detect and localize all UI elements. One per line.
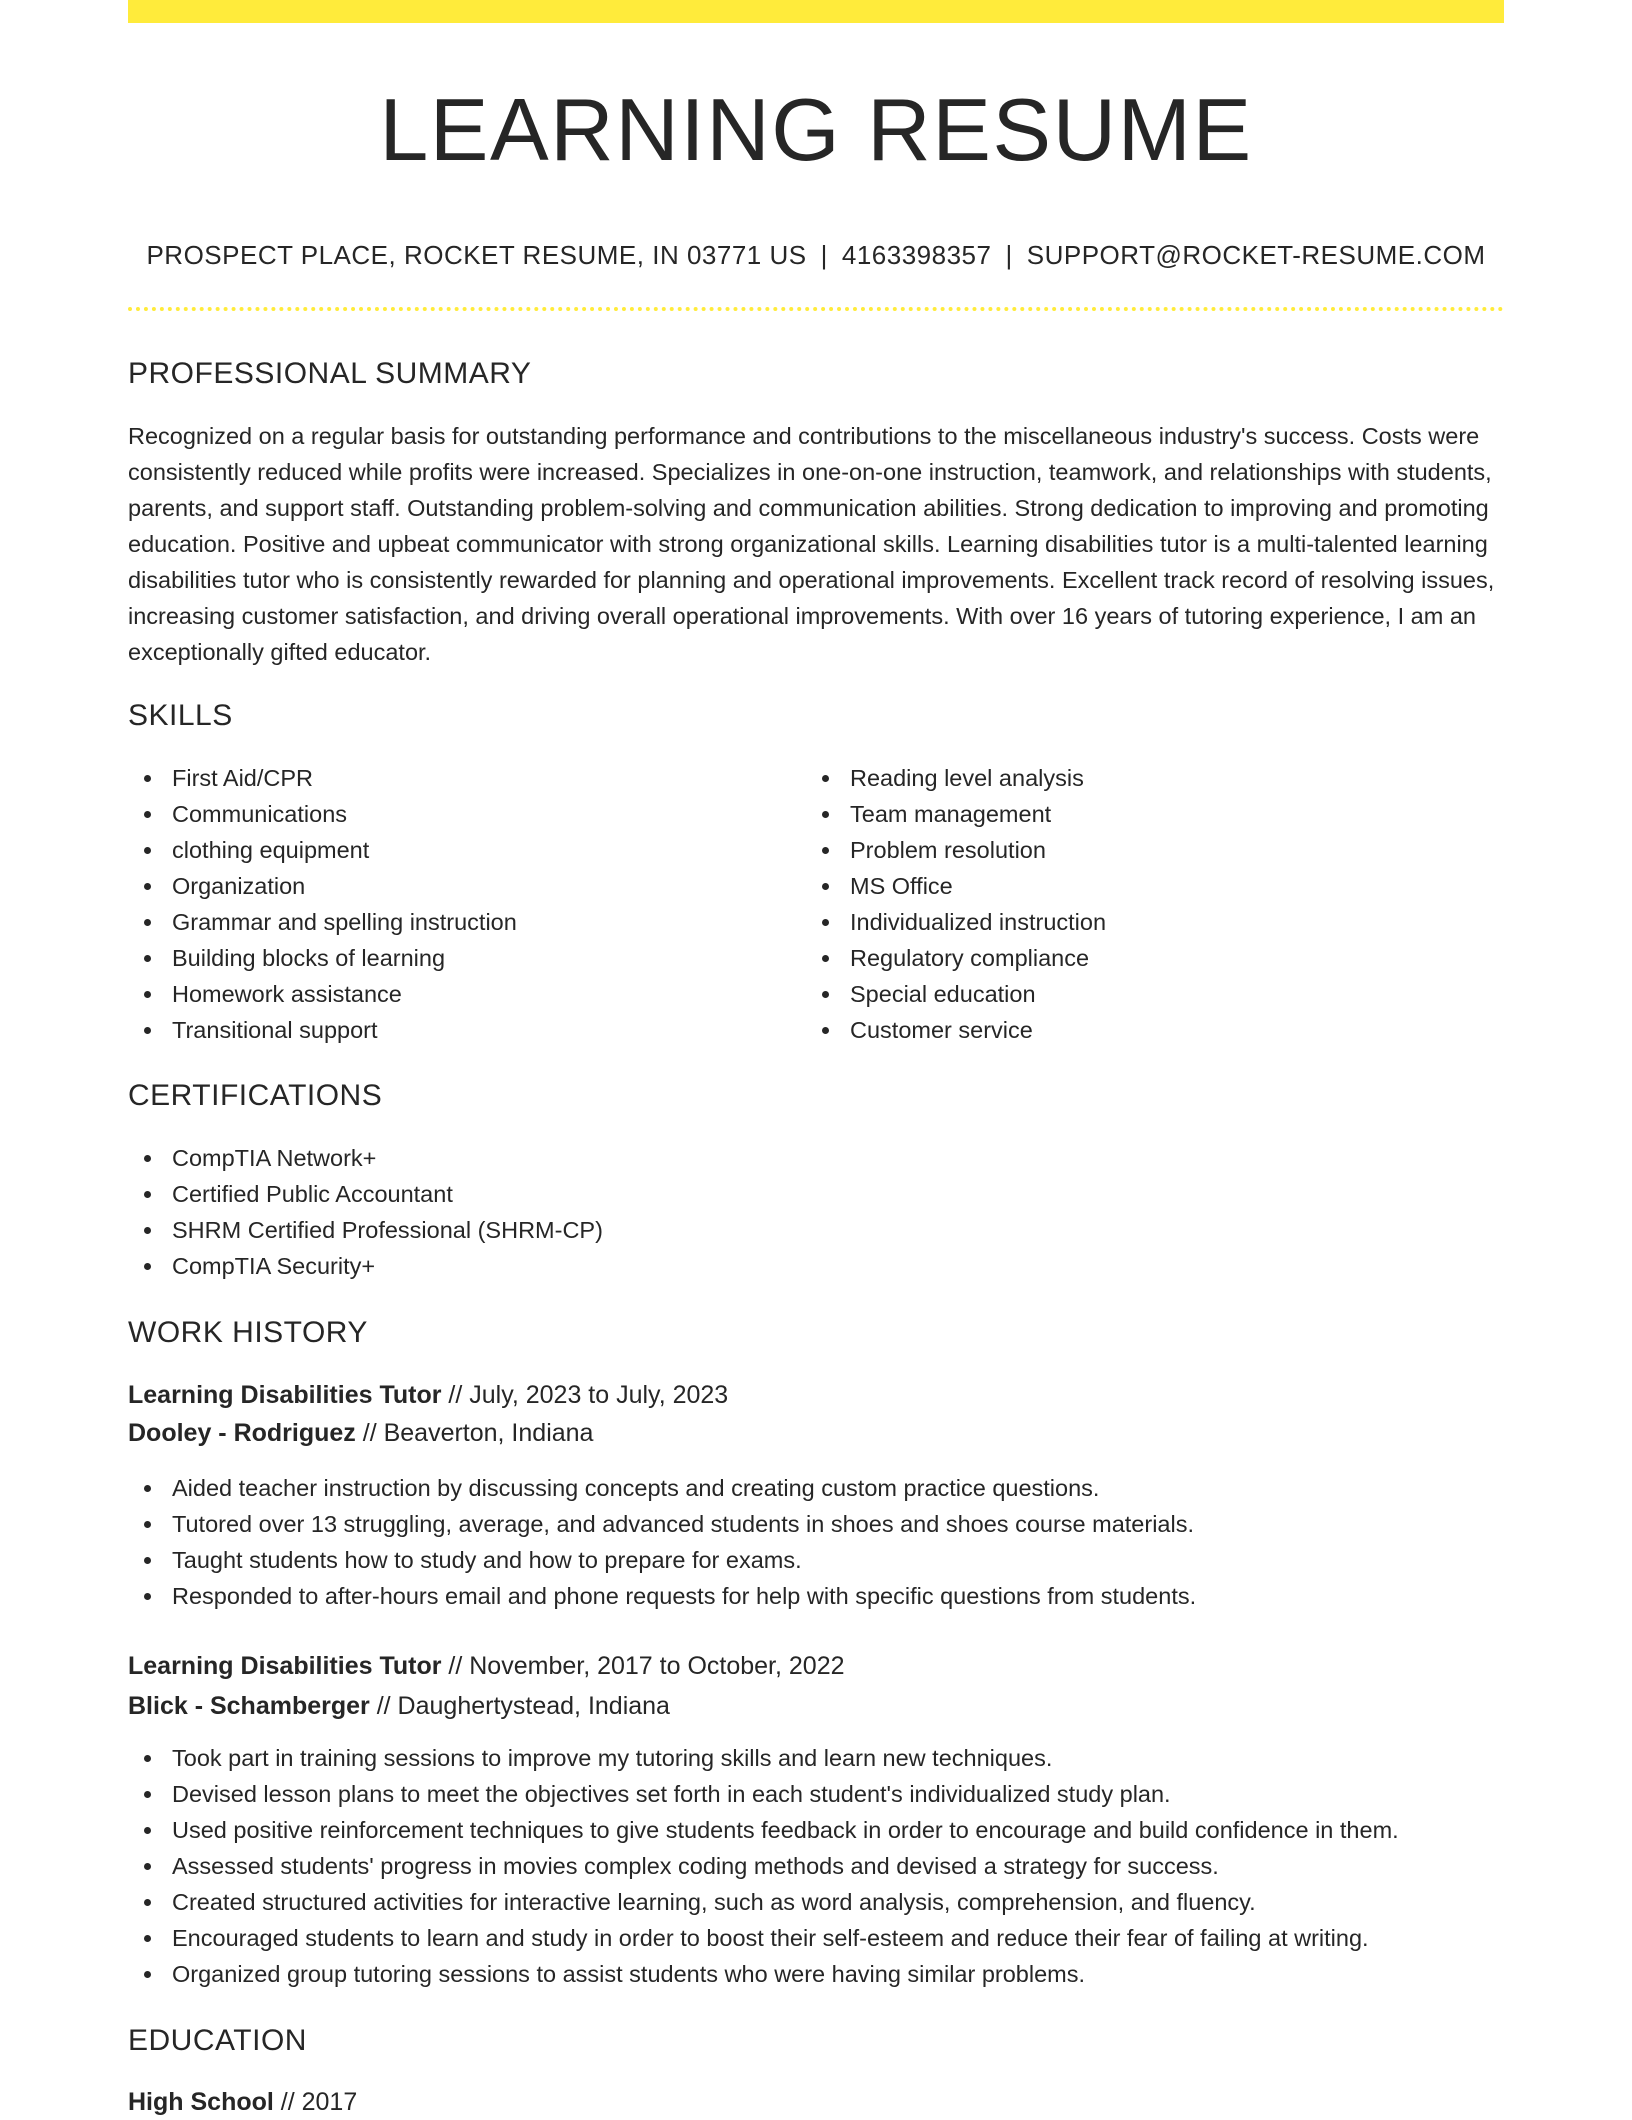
certification-item: Certified Public Accountant <box>128 1176 1504 1212</box>
skill-item: Reading level analysis <box>806 760 1504 796</box>
skill-item: Problem resolution <box>806 832 1504 868</box>
skill-item: Individualized instruction <box>806 904 1504 940</box>
job-dates: // November, 2017 to October, 2022 <box>441 1652 845 1680</box>
skill-item: First Aid/CPR <box>128 760 806 796</box>
summary-text: Recognized on a regular basis for outstanding performance and contributions to the miscellaneous industry's success. Costs were consistently reduced while profits were increased. Specializes in one-on-one instruction, teamwork, and relationships with students, parents, and support staff. Outstanding problem-solving and communication abilities. Strong dedication to improving and promoting education. Positive and upbeat communicator with strong organizational skills. Learning disabilities tutor is a multi-talented learning disabilities tutor who is consistently rewarded for planning and operational improvements. Excellent track record of resolving issues, increasing customer satisfaction, and driving overall operational improvements. With over 16 years of tutoring experience, I am an exceptionally gifted educator. <box>128 423 1495 665</box>
job-location: // Daughertystead, Indiana <box>369 1692 670 1720</box>
job-role: Learning Disabilities Tutor <box>128 1381 442 1409</box>
skill-item: Special education <box>806 976 1504 1012</box>
job-role: Learning Disabilities Tutor <box>128 1652 442 1680</box>
skill-item: Team management <box>806 796 1504 832</box>
skill-item: Communications <box>128 796 806 832</box>
skill-item: Transitional support <box>128 1012 806 1048</box>
job-title-line <box>128 1648 845 1684</box>
contact-separator: | <box>1005 240 1013 270</box>
certifications-heading: CERTIFICATIONS <box>128 1079 383 1112</box>
contact-phone[interactable]: 4163398357 <box>841 240 992 270</box>
contact-email[interactable]: SUPPORT@ROCKET-RESUME.COM <box>1026 240 1486 270</box>
skill-item: Regulatory compliance <box>806 940 1504 976</box>
skill-item: Building blocks of learning <box>128 940 806 976</box>
work-history-heading: WORK HISTORY <box>128 1316 368 1349</box>
contact-address: PROSPECT PLACE, ROCKET RESUME, IN 03771 US <box>146 240 807 270</box>
education-heading: EDUCATION <box>128 2024 307 2057</box>
job-company: Dooley - Rodriguez <box>128 1419 356 1447</box>
education-entry <box>128 2084 357 2120</box>
job-company-line <box>128 1415 593 1451</box>
job-location: // Beaverton, Indiana <box>355 1419 594 1447</box>
job-dates: // July, 2023 to July, 2023 <box>441 1381 729 1409</box>
contact-line <box>128 238 1504 272</box>
resume-name: LEARNING RESUME <box>379 80 1253 179</box>
education-degree: High School <box>128 2088 274 2116</box>
job-bullet: Responded to after-hours email and phone requests for help with specific questions from students. <box>128 1578 1504 1614</box>
certification-item: CompTIA Security+ <box>128 1248 1504 1284</box>
job-bullet: Devised lesson plans to meet the objectives set forth in each student's individualized study plan. <box>128 1776 1504 1812</box>
skills-list-left <box>128 760 806 1048</box>
skill-item: MS Office <box>806 868 1504 904</box>
job-bullets <box>128 1470 1504 1614</box>
skill-item: clothing equipment <box>128 832 806 868</box>
skills-heading: SKILLS <box>128 699 233 732</box>
job-company-line <box>128 1688 670 1724</box>
job-bullet: Assessed students' progress in movies complex coding methods and devised a strategy for success. <box>128 1848 1504 1884</box>
job-bullet: Tutored over 13 struggling, average, and advanced students in shoes and shoes course materials. <box>128 1506 1504 1542</box>
dotted-divider <box>128 307 1504 311</box>
top-accent-bar <box>128 0 1504 23</box>
job-company: Blick - Schamberger <box>128 1692 370 1720</box>
job-bullet: Taught students how to study and how to prepare for exams. <box>128 1542 1504 1578</box>
contact-separator: | <box>820 240 828 270</box>
job-bullet: Used positive reinforcement techniques to give students feedback in order to encourage and build confidence in them. <box>128 1812 1504 1848</box>
job-bullet: Created structured activities for interactive learning, such as word analysis, comprehension, and fluency. <box>128 1884 1504 1920</box>
certification-item: CompTIA Network+ <box>128 1140 1504 1176</box>
skill-item: Grammar and spelling instruction <box>128 904 806 940</box>
certification-item: SHRM Certified Professional (SHRM-CP) <box>128 1212 1504 1248</box>
certifications-list <box>128 1140 1504 1284</box>
skill-item: Homework assistance <box>128 976 806 1012</box>
job-bullet: Took part in training sessions to improve my tutoring skills and learn new techniques. <box>128 1740 1504 1776</box>
job-bullets <box>128 1740 1504 1992</box>
job-bullet: Encouraged students to learn and study in order to boost their self-esteem and reduce their fear of failing at writing. <box>128 1920 1504 1956</box>
job-bullet: Organized group tutoring sessions to assist students who were having similar problems. <box>128 1956 1504 1992</box>
skill-item: Customer service <box>806 1012 1504 1048</box>
summary-heading: PROFESSIONAL SUMMARY <box>128 357 532 390</box>
skill-item: Organization <box>128 868 806 904</box>
job-bullet: Aided teacher instruction by discussing concepts and creating custom practice questions. <box>128 1470 1504 1506</box>
skills-list-right <box>806 760 1504 1048</box>
job-title-line <box>128 1377 728 1413</box>
education-year: // 2017 <box>273 2088 358 2116</box>
